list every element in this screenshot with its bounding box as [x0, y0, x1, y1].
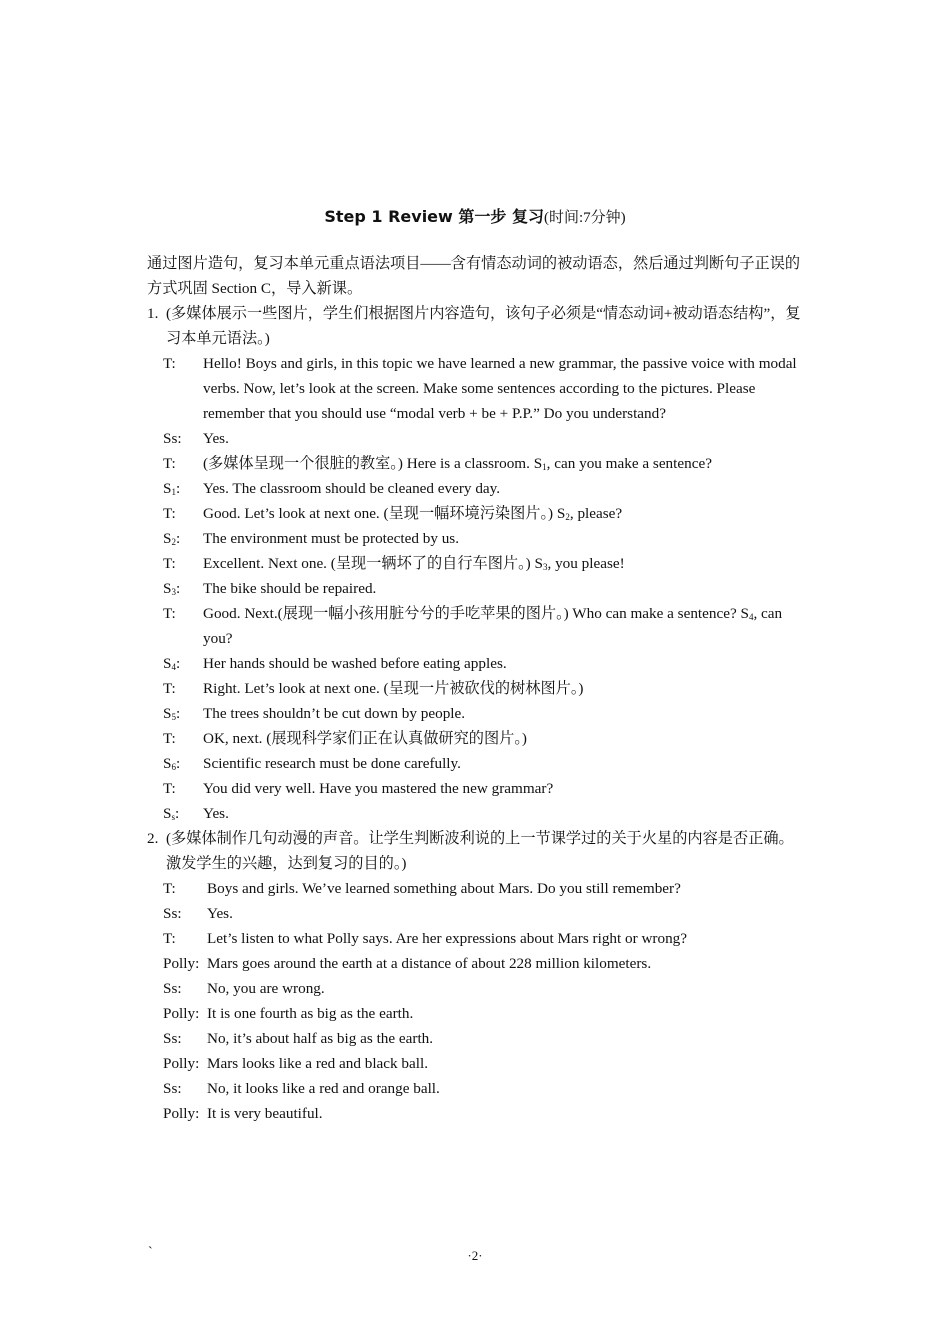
utterance-text: Good. Next.(展现一幅小孩用脏兮兮的手吃苹果的图片。) Who can make a sentence? S — [203, 605, 749, 622]
speaker-colon: : — [175, 530, 181, 547]
utterance-subscript: 1 — [542, 462, 547, 472]
dialogue-line — [163, 901, 807, 926]
utterance-text-end: , please? — [569, 505, 623, 522]
dialogue-line — [163, 576, 807, 601]
speaker-label: Ss: — [163, 980, 182, 997]
speaker-label: T: — [163, 730, 176, 747]
dialogue-line — [163, 501, 807, 526]
utterance-text: Mars looks like a red and black ball. — [207, 1055, 428, 1072]
utterance-text: You did very well. Have you mastered the new grammar? — [203, 780, 554, 797]
dialogue-line — [163, 451, 807, 476]
dialogue-line — [163, 926, 807, 951]
speaker-label: T: — [163, 455, 176, 472]
dialogue-line — [163, 1051, 807, 1076]
speaker-label — [163, 751, 180, 776]
utterance-text: No, it’s about half as big as the earth. — [207, 1030, 434, 1047]
utterance-text: No, it looks like a red and orange ball. — [207, 1080, 440, 1097]
dialogue-line — [163, 776, 807, 801]
utterance-text: OK, next. (展现科学家们正在认真做研究的图片。) — [203, 730, 527, 747]
utterance-text: Boys and girls. We’ve learned something about Mars. Do you still remember? — [207, 880, 681, 897]
utterance-subscript: 2 — [565, 512, 570, 522]
speaker-label — [163, 526, 180, 551]
item-2-text: (多媒体制作几句动漫的声音。让学生判断波利说的上一节课学过的关于火星的内容是否正确。激发学生的兴趣，达到复习的目的。) — [166, 830, 794, 872]
utterance-text: Right. Let’s look at next one. (呈现一片被砍伐的树林图片。) — [203, 680, 584, 697]
utterance-text: Yes. The classroom should be cleaned every day. — [203, 480, 501, 497]
speaker-subscript: s — [171, 812, 175, 822]
speaker-letter: S — [163, 805, 172, 822]
speaker-subscript: 4 — [171, 662, 176, 672]
step-title: Step 1 Review 第一步 复习 — [324, 207, 544, 226]
step-time: (时间:7分钟) — [543, 210, 626, 226]
speaker-label — [163, 701, 180, 726]
speaker-subscript: 2 — [171, 537, 176, 547]
speaker-colon: : — [174, 805, 180, 822]
utterance-text: Mars goes around the earth at a distance of about 228 million kilometers. — [207, 955, 652, 972]
utterance-subscript: 3 — [542, 562, 548, 572]
utterance-text: Excellent. Next one. (呈现一辆坏了的自行车图片。) S — [203, 555, 543, 572]
speaker-subscript: 5 — [171, 712, 176, 722]
speaker-label: Ss: — [163, 905, 182, 922]
utterance-text: The environment must be protected by us. — [203, 530, 460, 547]
speaker-subscript: 3 — [171, 587, 176, 597]
speaker-label — [163, 476, 180, 501]
intro-paragraph: 通过图片造句，复习本单元重点语法项目——含有情态动词的被动语态，然后通过判断句子正误的方式巩固 Section C，导入新课。 — [147, 255, 801, 297]
speaker-colon: : — [175, 580, 181, 597]
dialogue-line — [163, 476, 807, 501]
dialogue-line — [163, 876, 807, 901]
dialogue-line — [163, 801, 807, 826]
speaker-letter: S — [163, 580, 172, 597]
dialogue-line — [163, 701, 807, 726]
speaker-letter: S — [163, 755, 172, 772]
section-heading — [0, 205, 950, 230]
utterance-text: (多媒体呈现一个很脏的教室。) Here is a classroom. S — [203, 455, 543, 472]
dialogue-line — [163, 726, 807, 751]
item-2-number: 2. — [147, 830, 159, 847]
page-number: ·2· — [467, 1248, 483, 1263]
dialogue-2 — [147, 876, 807, 1126]
speaker-subscript: 6 — [171, 762, 176, 772]
utterance-text: The bike should be repaired. — [203, 580, 377, 597]
dialogue-line — [163, 426, 807, 451]
speaker-label: T: — [163, 680, 176, 697]
dialogue-line — [163, 1101, 807, 1126]
dialogue-line — [163, 976, 807, 1001]
speaker-label: Polly: — [163, 1005, 200, 1022]
speaker-letter: S — [163, 655, 172, 672]
speaker-label: Ss: — [163, 430, 182, 447]
speaker-label: Ss: — [163, 1030, 182, 1047]
speaker-colon: : — [175, 755, 181, 772]
utterance-text: Yes. — [203, 430, 229, 447]
utterance-text-end: , you please! — [547, 555, 625, 572]
dialogue-1 — [147, 351, 807, 826]
speaker-label: T: — [163, 605, 176, 622]
dialogue-line — [163, 601, 807, 651]
utterance-text: It is one fourth as big as the earth. — [207, 1005, 414, 1022]
speaker-label: Polly: — [163, 1105, 200, 1122]
item-2 — [147, 826, 807, 876]
item-1 — [147, 301, 807, 351]
dialogue-line — [163, 651, 807, 676]
item-1-number: 1. — [147, 305, 159, 322]
dialogue-line — [163, 1001, 807, 1026]
speaker-label: Ss: — [163, 1080, 182, 1097]
speaker-label — [163, 576, 180, 601]
speaker-label: T: — [163, 505, 176, 522]
utterance-subscript: 4 — [748, 612, 754, 622]
speaker-letter: S — [163, 530, 172, 547]
utterance-text: Her hands should be washed before eating apples. — [203, 655, 507, 672]
speaker-label: T: — [163, 780, 176, 797]
dialogue-line — [163, 676, 807, 701]
dialogue-line — [163, 551, 807, 576]
utterance-text: Yes. — [207, 905, 233, 922]
dialogue-line — [163, 1026, 807, 1051]
speaker-label: Polly: — [163, 1055, 200, 1072]
dialogue-line — [163, 351, 807, 426]
utterance-text: Yes. — [203, 805, 229, 822]
speaker-label — [163, 651, 180, 676]
dialogue-line — [163, 1076, 807, 1101]
footer-mark: ` — [148, 1245, 153, 1260]
utterance-text-end: , can you make a sentence? — [546, 455, 712, 472]
dialogue-line — [163, 951, 807, 976]
speaker-letter: S — [163, 480, 172, 497]
document-body — [147, 251, 807, 1126]
speaker-label — [163, 801, 179, 826]
speaker-colon: : — [175, 705, 181, 722]
speaker-subscript: 1 — [171, 487, 176, 497]
utterance-text: It is very beautiful. — [207, 1105, 323, 1122]
utterance-text: Good. Let’s look at next one. (呈现一幅环境污染图片。) S — [203, 505, 566, 522]
speaker-label: T: — [163, 880, 176, 897]
speaker-colon: : — [175, 655, 181, 672]
utterance-text: Let’s listen to what Polly says. Are her expressions about Mars right or wrong? — [207, 930, 688, 947]
item-1-text: (多媒体展示一些图片，学生们根据图片内容造句，该句子必须是“情态动词+被动语态结构”，复习本单元语法。) — [166, 305, 801, 347]
speaker-label: T: — [163, 355, 176, 372]
utterance-text-end: , can you? — [203, 605, 783, 647]
utterance-text: Scientific research must be done carefully. — [203, 755, 461, 772]
speaker-letter: S — [163, 705, 172, 722]
dialogue-line — [163, 751, 807, 776]
speaker-colon: : — [175, 480, 181, 497]
dialogue-line — [163, 526, 807, 551]
utterance-text: Hello! Boys and girls, in this topic we have learned a new grammar, the passive voice with modal verbs. Now, let’s look at the screen. Make some sentences according to the pictures. Please remember that you should use “modal verb + be + P.P.” Do you understand? — [203, 355, 797, 422]
utterance-text: The trees shouldn’t be cut down by people. — [203, 705, 466, 722]
utterance-text: No, you are wrong. — [207, 980, 325, 997]
speaker-label: T: — [163, 555, 176, 572]
speaker-label: Polly: — [163, 955, 200, 972]
speaker-label: T: — [163, 930, 176, 947]
